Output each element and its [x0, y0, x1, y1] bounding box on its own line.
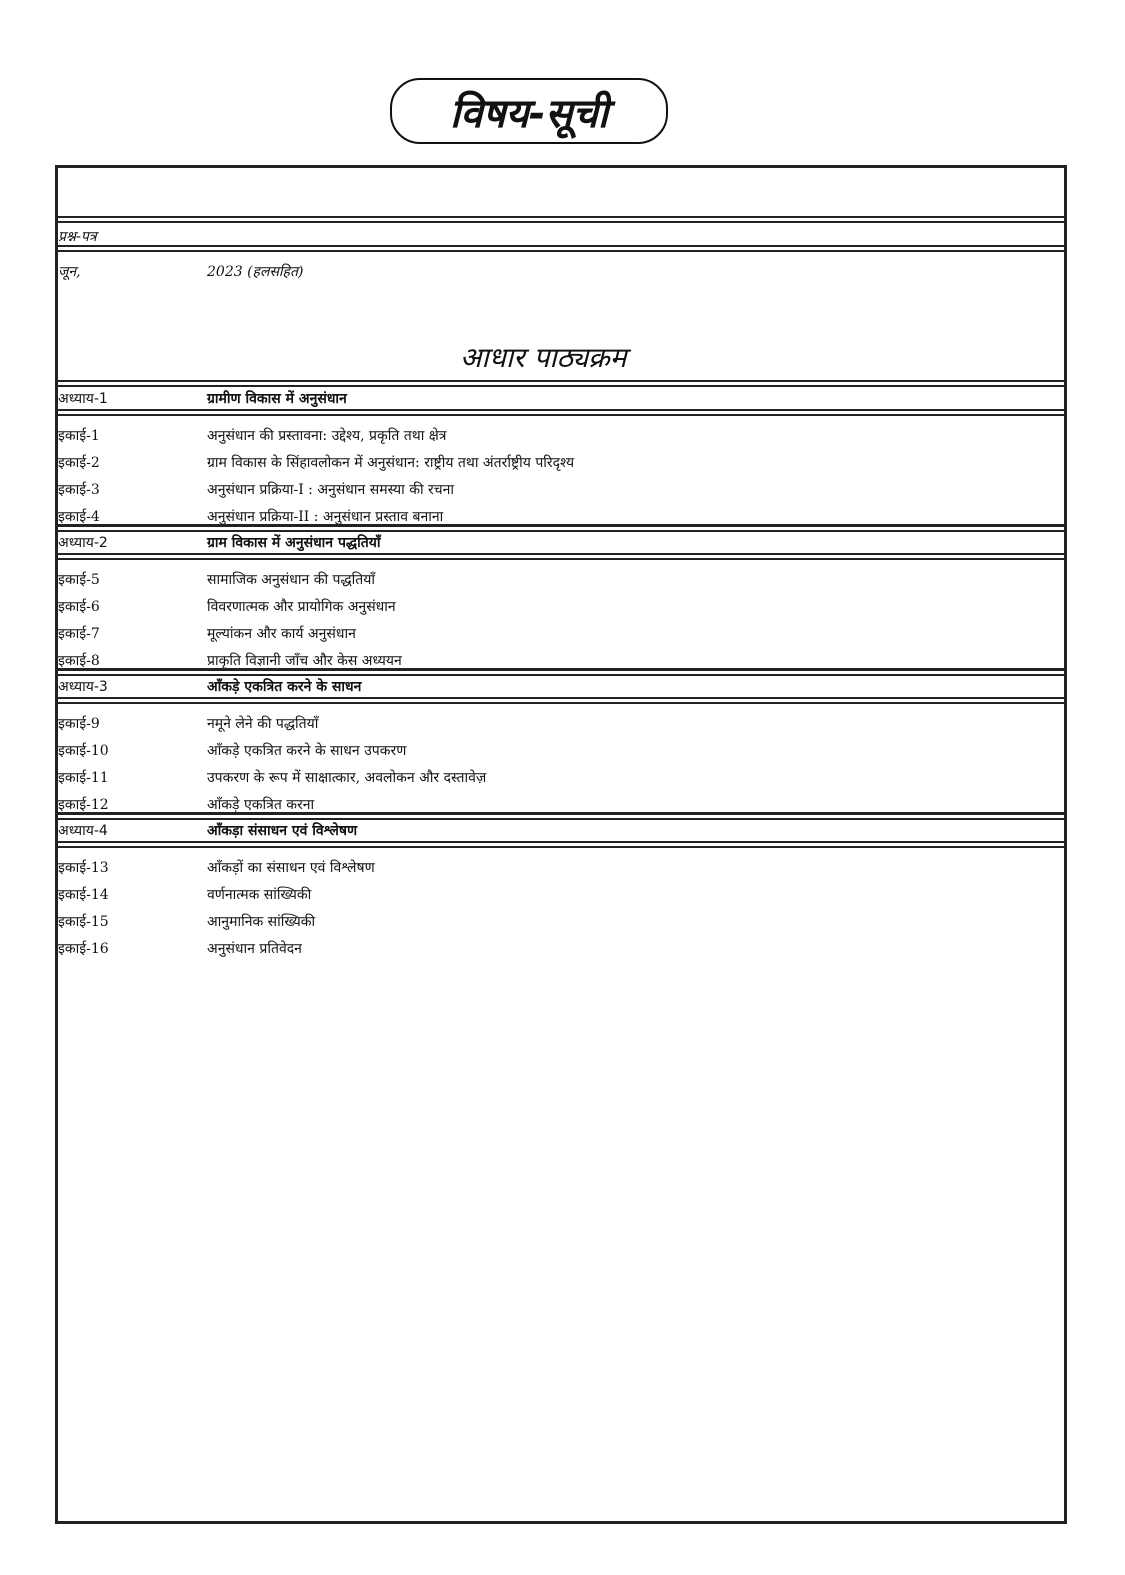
unit-label[interactable]: इकाई-8 [58, 653, 100, 669]
syllabus-heading: आधार पाठ्यक्रम [460, 341, 627, 374]
unit-label[interactable]: इकाई-4 [58, 509, 100, 525]
unit-label[interactable]: इकाई-15 [58, 914, 109, 930]
unit-title[interactable]: अनुसंधान प्रक्रिया-II : अनुसंधान प्रस्ताव बनाना [207, 509, 444, 525]
unit-title[interactable]: वर्णनात्मक सांख्यिकी [207, 887, 312, 903]
unit-label[interactable]: इकाई-3 [58, 482, 100, 498]
chapter-title[interactable]: ग्राम विकास में अनुसंधान पद्धतियाँ [207, 535, 381, 551]
unit-title[interactable]: प्राकृति विज्ञानी जाँच और केस अध्ययन [207, 653, 402, 669]
chapter-label[interactable]: अध्याय-2 [58, 535, 108, 551]
unit-title[interactable]: ग्राम विकास के सिंहावलोकन में अनुसंधान: राष्ट्रीय तथा अंतर्राष्ट्रीय परिदृश्य [207, 455, 575, 471]
unit-title[interactable]: नमूने लेने की पद्धतियाँ [207, 716, 319, 732]
unit-title[interactable]: सामाजिक अनुसंधान की पद्धतियाँ [207, 572, 376, 588]
paper-year[interactable]: 2023 (हलसहित) [207, 264, 304, 280]
unit-title[interactable]: आँकड़ों का संसाधन एवं विश्लेषण [207, 860, 375, 876]
divider [55, 553, 1064, 560]
divider [55, 245, 1064, 252]
chapter-label[interactable]: अध्याय-3 [58, 679, 108, 695]
unit-title[interactable]: अनुसंधान प्रतिवेदन [207, 941, 302, 957]
chapter-label[interactable]: अध्याय-4 [58, 823, 108, 839]
unit-title[interactable]: मूल्यांकन और कार्य अनुसंधान [207, 626, 356, 642]
divider [55, 216, 1064, 223]
paper-month[interactable]: जून, [58, 264, 81, 280]
divider [55, 841, 1064, 848]
chapter-title[interactable]: आँकड़ा संसाधन एवं विश्लेषण [207, 823, 358, 839]
unit-label[interactable]: इकाई-12 [58, 797, 109, 813]
divider [55, 668, 1064, 676]
unit-title[interactable]: आनुमानिक सांख्यिकी [207, 914, 316, 930]
unit-title[interactable]: आँकड़े एकत्रित करने के साधन उपकरण [207, 743, 407, 759]
paper-label: प्रश्न-पत्र [58, 229, 97, 245]
divider [55, 380, 1064, 387]
unit-label[interactable]: इकाई-6 [58, 599, 100, 615]
unit-label[interactable]: इकाई-1 [58, 428, 100, 444]
unit-label[interactable]: इकाई-5 [58, 572, 100, 588]
chapter-title[interactable]: आँकड़े एकत्रित करने के साधन [207, 679, 362, 695]
unit-label[interactable]: इकाई-13 [58, 860, 109, 876]
divider [55, 697, 1064, 704]
divider [55, 812, 1064, 820]
unit-title[interactable]: आँकड़े एकत्रित करना [207, 797, 315, 813]
page-title: विषय-सूची [390, 78, 668, 144]
unit-label[interactable]: इकाई-10 [58, 743, 109, 759]
unit-title[interactable]: अनुसंधान प्रक्रिया-I : अनुसंधान समस्या की रचना [207, 482, 455, 498]
unit-label[interactable]: इकाई-2 [58, 455, 100, 471]
divider [55, 409, 1064, 416]
unit-label[interactable]: इकाई-14 [58, 887, 109, 903]
unit-title[interactable]: विवरणात्मक और प्रायोगिक अनुसंधान [207, 599, 396, 615]
chapter-label[interactable]: अध्याय-1 [58, 391, 108, 407]
unit-label[interactable]: इकाई-11 [58, 770, 109, 786]
unit-label[interactable]: इकाई-16 [58, 941, 109, 957]
unit-label[interactable]: इकाई-9 [58, 716, 100, 732]
chapter-title[interactable]: ग्रामीण विकास में अनुसंधान [207, 391, 347, 407]
unit-label[interactable]: इकाई-7 [58, 626, 100, 642]
unit-title[interactable]: उपकरण के रूप में साक्षात्कार, अवलोकन और दस्तावेज़ [207, 770, 487, 786]
divider [55, 524, 1064, 532]
unit-title[interactable]: अनुसंधान की प्रस्तावना: उद्देश्य, प्रकृति तथा क्षेत्र [207, 428, 447, 444]
